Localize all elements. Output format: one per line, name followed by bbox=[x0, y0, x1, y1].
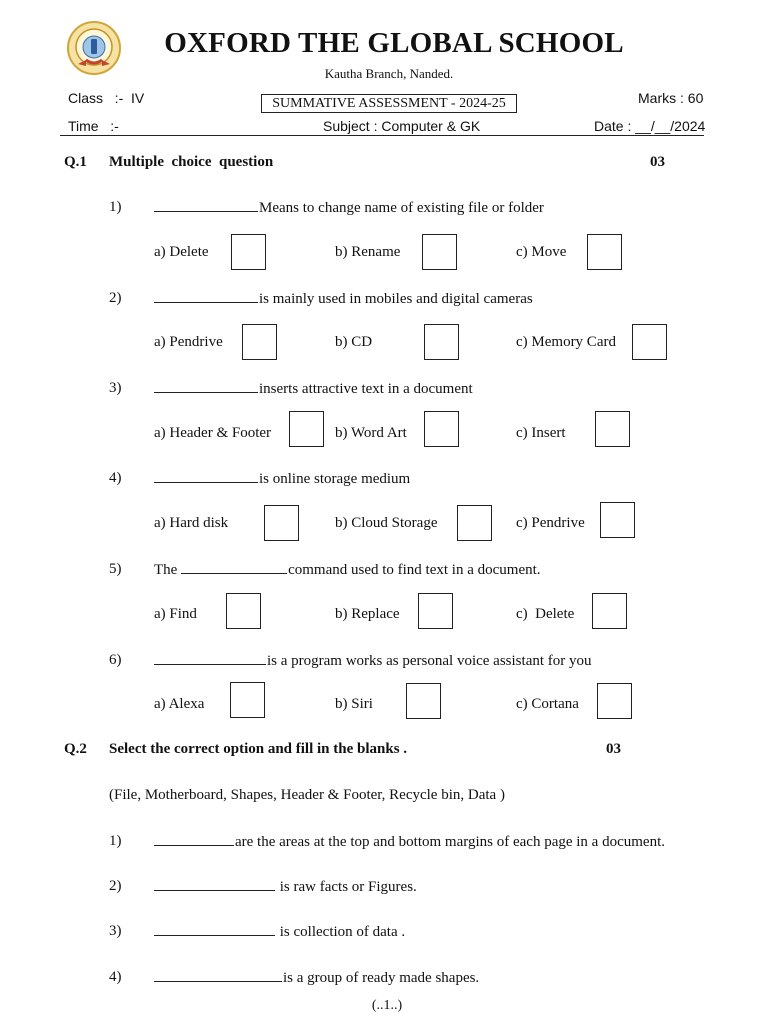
subject-field: Subject : Computer & GK bbox=[323, 118, 481, 134]
option-label: b) Word Art bbox=[335, 425, 407, 441]
total-marks: Marks : 60 bbox=[638, 90, 704, 106]
option-label: c) Cortana bbox=[516, 696, 579, 712]
answer-blank bbox=[154, 199, 258, 212]
item-number: 3) bbox=[109, 380, 122, 396]
answer-blank bbox=[154, 652, 266, 665]
answer-checkbox[interactable] bbox=[424, 411, 459, 447]
date-field: Date : __/__/2024 bbox=[594, 118, 706, 134]
school-name: OXFORD THE GLOBAL SCHOOL bbox=[164, 27, 624, 59]
header-divider bbox=[60, 135, 704, 136]
option-label: c) Pendrive bbox=[516, 515, 585, 531]
fill-blank-question: are the areas at the top and bottom margins of each page in a document. bbox=[154, 833, 665, 851]
fill-blank-question: is a group of ready made shapes. bbox=[154, 969, 479, 987]
answer-checkbox[interactable] bbox=[418, 593, 453, 629]
answer-checkbox[interactable] bbox=[242, 324, 277, 360]
mcq-question: is online storage medium bbox=[154, 470, 410, 488]
answer-checkbox[interactable] bbox=[226, 593, 261, 629]
answer-blank bbox=[154, 380, 258, 393]
fill-blank-question: is collection of data . bbox=[154, 923, 405, 941]
option-label: b) Siri bbox=[335, 696, 373, 712]
option-label: b) CD bbox=[335, 334, 373, 350]
option-label: a) Find bbox=[154, 606, 197, 622]
answer-checkbox[interactable] bbox=[422, 234, 457, 270]
mcq-question: is mainly used in mobiles and digital cameras bbox=[154, 290, 533, 308]
item-number: 4) bbox=[109, 470, 122, 486]
option-label: c) Memory Card bbox=[516, 334, 616, 350]
item-number: 1) bbox=[109, 833, 122, 849]
answer-checkbox[interactable] bbox=[230, 682, 265, 718]
answer-blank bbox=[154, 923, 275, 936]
answer-checkbox[interactable] bbox=[597, 683, 632, 719]
question-number: Q.1 bbox=[64, 154, 87, 170]
answer-blank bbox=[154, 470, 258, 483]
answer-blank bbox=[181, 561, 287, 574]
answer-checkbox[interactable] bbox=[600, 502, 635, 538]
question-marks: 03 bbox=[606, 741, 621, 757]
branch-name: Kautha Branch, Nanded. bbox=[324, 66, 454, 81]
mcq-question: inserts attractive text in a document bbox=[154, 380, 473, 398]
mcq-question: The command used to find text in a document. bbox=[154, 562, 541, 578]
option-label: b) Replace bbox=[335, 606, 400, 622]
page-number: (..1..) bbox=[371, 998, 403, 1013]
question-title: Select the correct option and fill in the blanks . bbox=[109, 741, 408, 757]
question-title: Multiple choice question bbox=[109, 154, 274, 170]
option-label: c) Insert bbox=[516, 425, 566, 441]
item-number: 6) bbox=[109, 652, 122, 668]
answer-checkbox[interactable] bbox=[231, 234, 266, 270]
answer-blank bbox=[154, 878, 275, 891]
option-label: a) Hard disk bbox=[154, 515, 229, 531]
mcq-question: is a program works as personal voice assistant for you bbox=[154, 652, 592, 670]
option-label: b) Cloud Storage bbox=[335, 515, 438, 531]
option-label: a) Alexa bbox=[154, 696, 205, 712]
option-label: c) Delete bbox=[516, 606, 575, 622]
class-field: Class :- IV bbox=[68, 90, 145, 106]
answer-blank bbox=[154, 969, 282, 982]
option-label: a) Pendrive bbox=[154, 334, 223, 350]
answer-checkbox[interactable] bbox=[632, 324, 667, 360]
answer-blank bbox=[154, 290, 258, 303]
answer-checkbox[interactable] bbox=[595, 411, 630, 447]
item-number: 3) bbox=[109, 923, 122, 939]
answer-checkbox[interactable] bbox=[592, 593, 627, 629]
option-label: a) Delete bbox=[154, 244, 209, 260]
option-label: b) Rename bbox=[335, 244, 401, 260]
answer-checkbox[interactable] bbox=[264, 505, 299, 541]
option-label: c) Move bbox=[516, 244, 567, 260]
answer-checkbox[interactable] bbox=[289, 411, 324, 447]
exam-title: SUMMATIVE ASSESSMENT - 2024-25 bbox=[261, 94, 517, 113]
time-field: Time :- bbox=[68, 118, 119, 134]
answer-checkbox[interactable] bbox=[424, 324, 459, 360]
fill-blank-question: is raw facts or Figures. bbox=[154, 878, 417, 896]
item-number: 5) bbox=[109, 561, 122, 577]
answer-checkbox[interactable] bbox=[587, 234, 622, 270]
question-marks: 03 bbox=[650, 154, 665, 170]
word-bank: (File, Motherboard, Shapes, Header & Footer, Recycle bin, Data ) bbox=[109, 787, 505, 803]
item-number: 2) bbox=[109, 878, 122, 894]
answer-checkbox[interactable] bbox=[406, 683, 441, 719]
question-number: Q.2 bbox=[64, 741, 87, 757]
option-label: a) Header & Footer bbox=[154, 425, 272, 441]
item-number: 2) bbox=[109, 290, 122, 306]
item-number: 1) bbox=[109, 199, 122, 215]
item-number: 4) bbox=[109, 969, 122, 985]
answer-blank bbox=[154, 833, 234, 846]
mcq-question: Means to change name of existing file or folder bbox=[154, 199, 544, 217]
answer-checkbox[interactable] bbox=[457, 505, 492, 541]
